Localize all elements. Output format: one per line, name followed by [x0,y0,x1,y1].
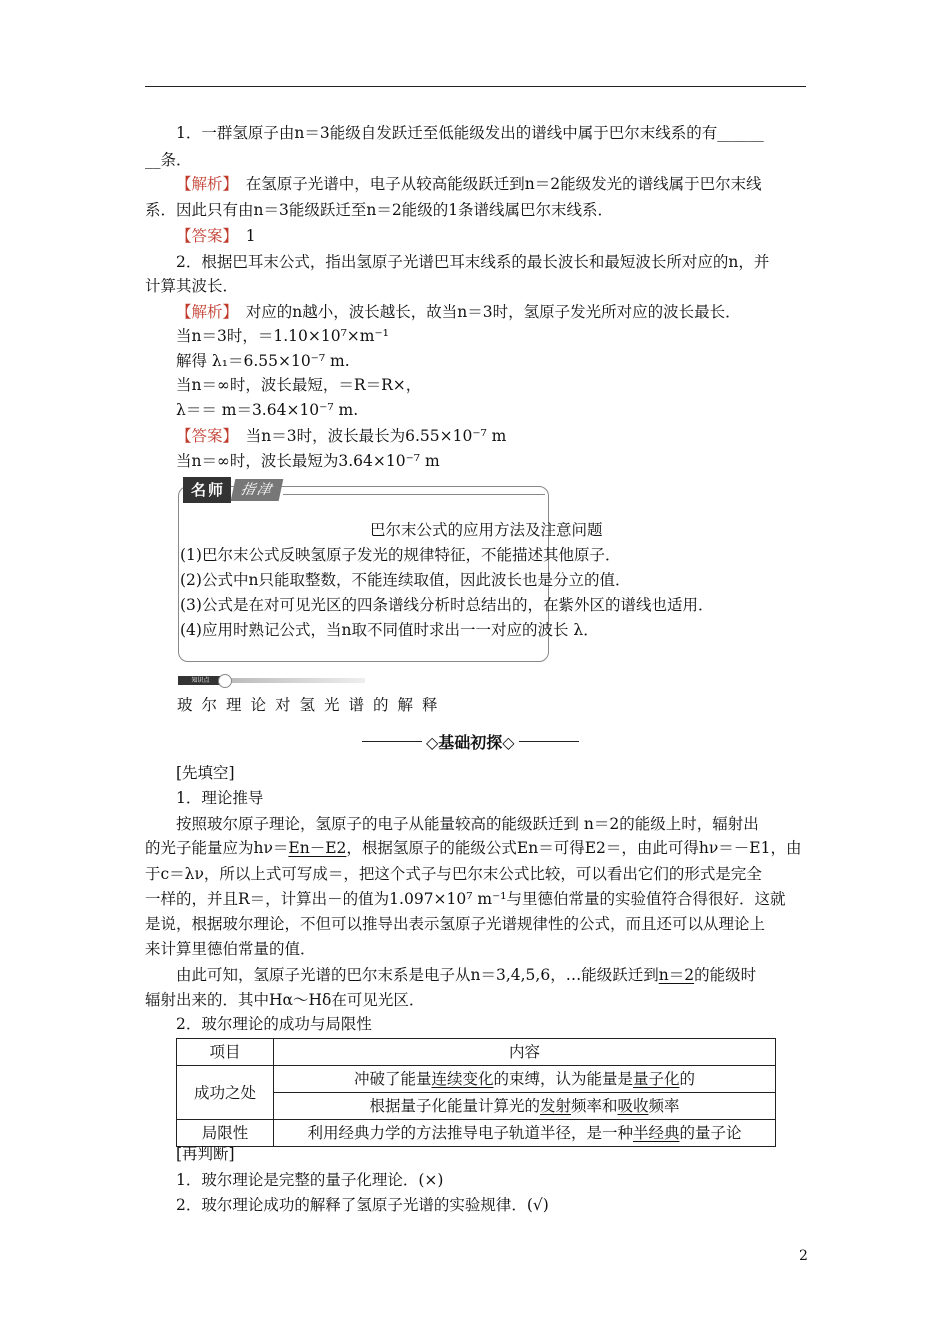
limit-cell [274,1120,776,1147]
para1-line3: 于c＝λν，所以上式可写成＝，把这个式子与巴尔末公式比较，可以看出它们的形式是完全 [145,865,762,883]
cell-text: 冲破了能量 [353,1070,432,1088]
q1-answer-text: 1 [230,227,256,245]
table-header-content: 内容 [274,1039,776,1066]
tip-box-top-line [283,494,545,495]
judge-header: [再判断] [176,1145,235,1163]
q2-line2: 计算其波长． [145,277,239,295]
q2-answer-line1 [176,426,506,446]
q2-answer-text: 当n＝3时，波长最长为6.55×10⁻⁷ m [230,427,507,445]
para1-line2-b: ，根据氢原子的能级公式En＝可得E2＝，由此可得hν＝－E1，由 [346,839,802,857]
subsection-2: 2．玻尔理论的成功与局限性 [176,1015,372,1033]
divider-line-right [519,741,579,742]
q2-analysis-line5: λ＝＝ m＝3.64×10⁻⁷ m. [176,401,359,419]
success-label: 成功之处 [177,1066,274,1120]
para1-line2 [145,838,801,858]
cell-text: 的量子论 [679,1124,742,1142]
cell-text: 的束缚，认为能量是 [493,1070,633,1088]
knowledge-badge-bar [230,678,365,683]
analysis-tag: 【解析】 [176,303,231,321]
analysis-tag: 【解析】 [176,175,231,193]
q2-analysis-line1 [176,302,741,322]
cell-text: 的 [679,1070,696,1088]
tip-item-3: (3)公式是在对可见光区的四条谱线分析时总结出的，在紫外区的谱线也适用． [180,596,714,614]
cell-text: 根据量子化能量计算光的 [369,1097,540,1115]
table-row [177,1066,776,1093]
blank-semiclassical: 半经典 [632,1124,680,1142]
bohr-theory-table [176,1038,776,1147]
blank-level: n＝2 [658,966,695,984]
q2-analysis-text: 对应的n越小，波长越长，故当n＝3时，氢原子发光所对应的波长最长． [230,303,741,321]
tip-banner-label: 名师 [183,477,231,503]
tip-item-1: (1)巴尔末公式反映氢原子发光的规律特征，不能描述其他原子． [180,546,621,564]
fill-header: [先填空] [176,764,235,782]
success-cell-2 [274,1093,776,1120]
tip-item-4: (4)应用时熟记公式，当n取不同值时求出一一对应的波长 λ． [180,621,599,639]
knowledge-badge-circle [218,674,232,688]
para2-line1-a: 由此可知，氢原子光谱的巴尔末系是电子从n＝3,4,5,6，…能级跃迁到 [176,966,659,984]
subsection-1: 1．理论推导 [176,789,264,807]
cell-text: 频率和 [570,1097,618,1115]
para2-line1-b: 的能级时 [694,966,757,984]
q2-analysis-line4: 当n＝∞时，波长最短，＝R＝R×， [176,376,422,394]
blank-absorption: 吸收 [617,1097,649,1115]
page-number: 2 [799,1248,808,1264]
para1-line6: 来计算里德伯常量的值． [145,940,316,958]
blank-quantized: 量子化 [633,1070,680,1088]
knowledge-title: 玻尔理论对氢光谱的解释 [177,696,447,714]
para1-line4: 一样的，并且R＝，计算出－的值为1.097×10⁷ m⁻¹与里德伯常量的实验值符合得很好．这就 [145,890,786,908]
section-divider [362,730,579,753]
knowledge-badge [178,676,368,686]
para1-line2-a: 的光子能量应为hν＝ [145,839,289,857]
knowledge-badge-label: 知识点 [178,676,223,685]
answer-tag: 【答案】 [176,427,231,445]
q2-line1: 2．根据巴耳末公式，指出氢原子光谱巴耳末线系的最长波长和最短波长所对应的n，并 [176,253,770,271]
tip-title: 巴尔末公式的应用方法及注意问题 [370,521,603,539]
q1-analysis-line1 [176,174,762,194]
blank-continuous: 连续变化 [431,1070,494,1088]
judge-item-1: 1．玻尔理论是完整的量子化理论．(×) [176,1171,444,1189]
tip-banner-sublabel: 指津 [231,479,284,501]
q1-analysis-line2: 系．因此只有由n＝3能级跃迁至n＝2能级的1条谱线属巴尔末线系． [145,201,614,219]
success-cell-1 [274,1066,776,1093]
q2-answer-line2: 当n＝∞时，波长最短为3.64×10⁻⁷ m [176,452,440,470]
divider-line-left [362,741,422,742]
cell-text: 利用经典力学的方法推导电子轨道半径，是一种 [307,1124,633,1142]
table-header-row [177,1039,776,1066]
tip-banner [183,478,281,502]
q2-analysis-line3: 解得 λ₁＝6.55×10⁻⁷ m. [176,352,350,370]
table-header-item: 项目 [177,1039,274,1066]
para1-line5: 是说，根据玻尔理论，不但可以推导出表示氢原子光谱规律性的公式，而且还可以从理论上 [145,915,766,933]
q1-answer [176,226,256,246]
tip-item-2: (2)公式中n只能取整数，不能连续取值，因此波长也是分立的值． [180,571,631,589]
table-row [177,1120,776,1147]
blank-emission: 发射 [539,1097,571,1115]
judge-item-2: 2．玻尔理论成功的解释了氢原子光谱的实验规律．(√) [176,1196,549,1214]
section-title: ◇基础初探◇ [426,733,515,752]
q1-analysis-text: 在氢原子光谱中，电子从较高能级跃迁到n＝2能级发光的谱线属于巴尔末线 [230,175,762,193]
answer-tag: 【答案】 [176,227,231,245]
para2-line2: 辐射出来的．其中Hα～Hδ在可见光区． [145,991,425,1009]
para1-line1: 按照玻尔原子理论，氢原子的电子从能量较高的能级跃迁到 n＝2的能级上时，辐射出 [176,815,759,833]
header-rule [145,86,806,87]
blank-energy: En－E2 [288,839,347,857]
cell-text: 频率 [648,1097,680,1115]
q2-analysis-line2: 当n＝3时，＝1.10×10⁷×m⁻¹ [176,327,389,345]
q1-line2: __条． [145,151,192,169]
limit-label: 局限性 [177,1120,274,1147]
para2-line1 [176,965,756,985]
q1-line1: 1．一群氢原子由n＝3能级自发跃迁至低能级发出的谱线中属于巴尔末线系的有______ [176,124,764,142]
